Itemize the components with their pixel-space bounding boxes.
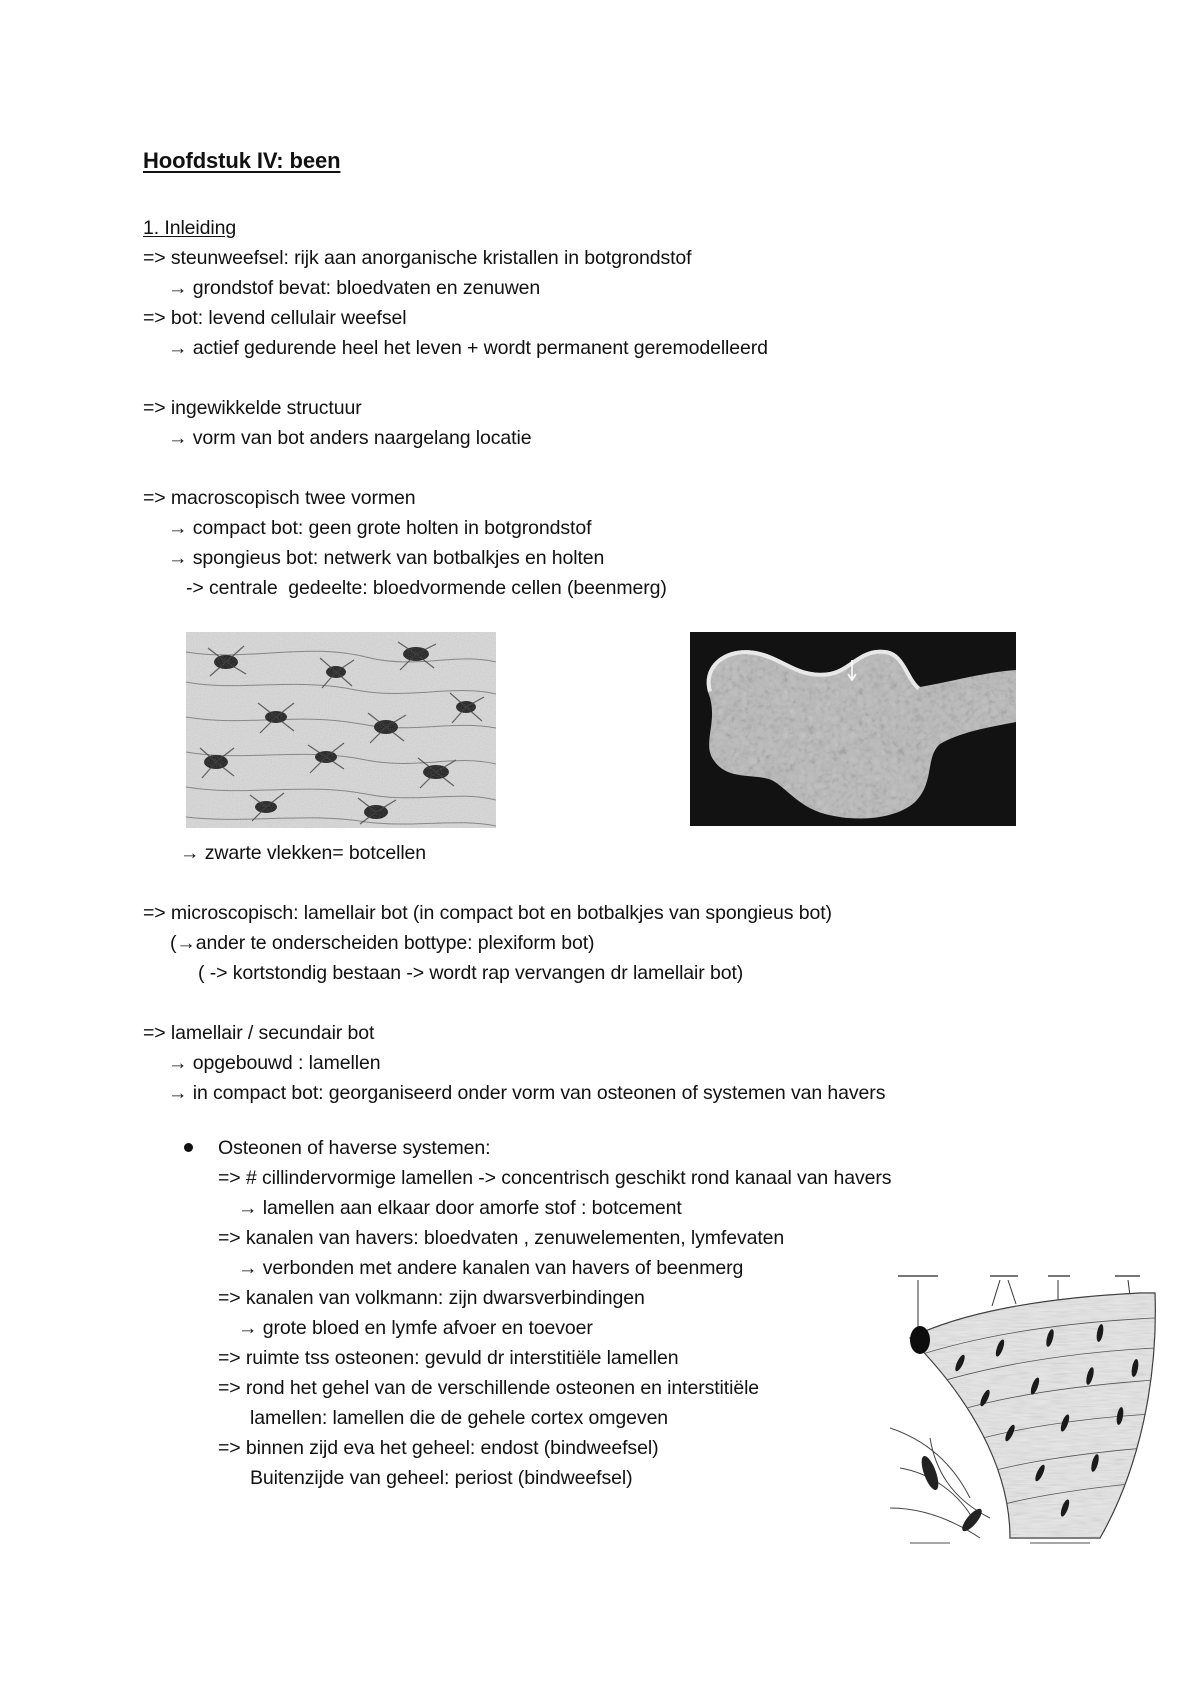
text-line: → lamellen aan elkaar door amorfe stof : botcement: [238, 1197, 682, 1219]
text-line: Buitenzijde van geheel: periost (bindweefsel): [250, 1467, 633, 1489]
bullet-item-label: Osteonen of haverse systemen:: [218, 1137, 491, 1159]
text-line: => ruimte tss osteonen: gevuld dr interstitiële lamellen: [218, 1347, 679, 1369]
text-line: => steunweefsel: rijk aan anorganische kristallen in botgrondstof: [143, 247, 692, 269]
text-line: => microscopisch: lamellair bot (in compact bot en botbalkjes van spongieus bot): [143, 902, 832, 924]
text-line: → actief gedurende heel het leven + wordt permanent geremodelleerd: [168, 337, 768, 359]
text-line: => kanalen van volkmann: zijn dwarsverbindingen: [218, 1287, 645, 1309]
section-heading: 1. Inleiding: [143, 217, 237, 239]
text-line: -> centrale gedeelte: bloedvormende cellen (beenmerg): [186, 577, 667, 599]
text-line: → verbonden met andere kanalen van havers of beenmerg: [238, 1257, 744, 1279]
micrograph-bone-cells-image: [186, 632, 496, 828]
text-line: => ingewikkelde structuur: [143, 397, 362, 419]
text-line: => rond het gehel van de verschillende osteonen en interstitiële: [218, 1377, 760, 1399]
page-title: Hoofdstuk IV: been: [143, 148, 341, 173]
text-line: lamellen: lamellen die de gehele cortex omgeven: [250, 1407, 669, 1429]
text-line: => lamellair / secundair bot: [143, 1022, 375, 1044]
text-line: → grondstof bevat: bloedvaten en zenuwen: [168, 277, 541, 299]
text-line: ( -> kortstondig bestaan -> wordt rap vervangen dr lamellair bot): [198, 962, 744, 984]
osteon-diagram-image: [890, 1268, 1160, 1548]
text-line: → opgebouwd : lamellen: [168, 1052, 381, 1074]
text-line: => # cillindervormige lamellen -> concentrisch geschikt rond kanaal van havers: [218, 1167, 892, 1189]
text-line: → vorm van bot anders naargelang locatie: [168, 427, 532, 449]
text-line: → zwarte vlekken= botcellen: [180, 842, 427, 864]
text-line: => macroscopisch twee vormen: [143, 487, 416, 509]
text-line: (→ander te onderscheiden bottype: plexiform bot): [170, 932, 595, 954]
bullet-icon: [184, 1143, 193, 1152]
text-line: → compact bot: geen grote holten in botgrondstof: [168, 517, 592, 539]
text-line: => binnen zijd eva het geheel: endost (bindweefsel): [218, 1437, 659, 1459]
text-line: → grote bloed en lymfe afvoer en toevoer: [238, 1317, 593, 1339]
text-line: → spongieus bot: netwerk van botbalkjes en holten: [168, 547, 605, 569]
bone-section-photo-image: [690, 632, 1016, 826]
text-line: → in compact bot: georganiseerd onder vorm van osteonen of systemen van havers: [168, 1082, 886, 1104]
text-line: => bot: levend cellulair weefsel: [143, 307, 407, 329]
text-line: => kanalen van havers: bloedvaten , zenuwelementen, lymfevaten: [218, 1227, 785, 1249]
